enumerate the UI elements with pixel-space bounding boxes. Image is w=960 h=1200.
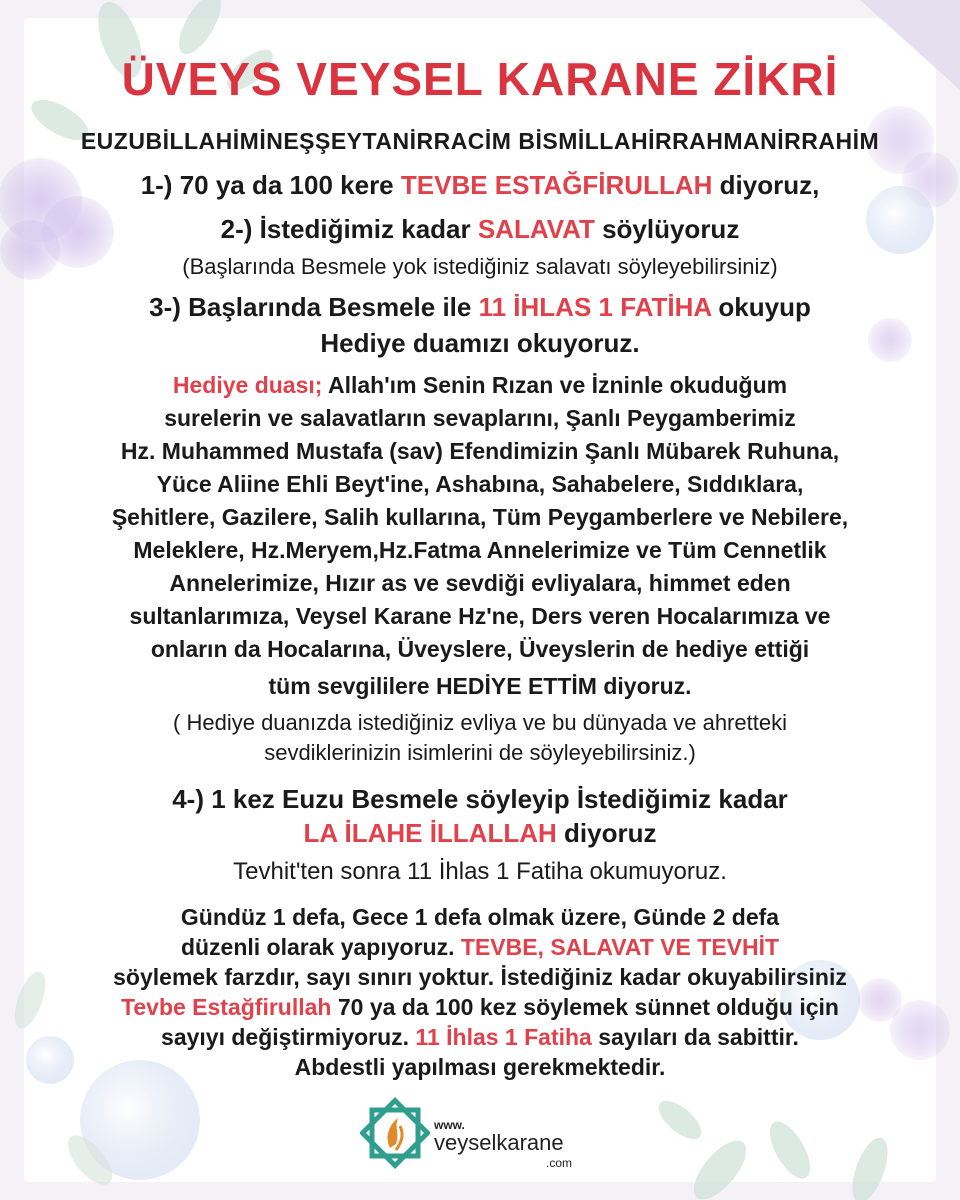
step-3-text-end: okuyup xyxy=(711,292,811,322)
logo-emblem-icon xyxy=(360,1096,430,1176)
closing-highlight: 11 İhlas 1 Fatiha xyxy=(415,1024,592,1050)
closing-highlight: Tevbe Estağfirullah xyxy=(121,994,332,1020)
step-2-text-end: söylüyoruz xyxy=(594,214,740,244)
prayer-text: Allah'ım Senin Rızan ve İzninle okuduğum xyxy=(322,372,788,398)
logo-name: veyselkarane xyxy=(434,1130,564,1155)
step-4: 4-) 1 kez Euzu Besmele söyleyip İstediğimiz kadar xyxy=(172,784,788,814)
logo-prefix: www. xyxy=(434,1118,465,1132)
step-4-note: Tevhit'ten sonra 11 İhlas 1 Fatiha okumuyoruz. xyxy=(233,858,727,885)
step-1-text-end: diyoruz, xyxy=(712,170,820,200)
closing-line-2 xyxy=(0,934,960,961)
prayer-line-5: Şehitlere, Gazilere, Salih kullarına, Tüm Peygamberlere ve Nebilere, xyxy=(111,504,849,530)
step-4-line-2 xyxy=(0,818,960,849)
closing-line-6: Abdestli yapılması gerekmektedir. xyxy=(294,1054,666,1080)
step-4-highlight: LA İLAHE İLLALLAH xyxy=(303,818,557,848)
step-3-highlight: 11 İHLAS 1 FATİHA xyxy=(478,292,712,322)
prayer-label: Hediye duası; xyxy=(172,372,323,398)
step-1 xyxy=(0,170,960,201)
prayer-line-1 xyxy=(0,372,960,399)
step-3-line-2: Hediye duamızı okuyoruz. xyxy=(320,328,640,358)
step-4-text-end: diyoruz xyxy=(556,818,657,848)
site-logo[interactable] xyxy=(360,1094,600,1180)
prayer-line-2: surelerin ve salavatların sevaplarını, Şanlı Peygamberimiz xyxy=(164,405,796,431)
page-title: ÜVEYS VEYSEL KARANE ZİKRİ xyxy=(121,53,839,105)
opening-invocation: EUZUBİLLAHİMİNEŞŞEYTANİRRACİM BİSMİLLAHİRRAHMANİRRAHİM xyxy=(80,128,880,154)
step-1-highlight: TEVBE ESTAĞFİRULLAH xyxy=(400,170,713,200)
closing-line-5 xyxy=(0,1024,960,1051)
step-3-text: 3-) Başlarında Besmele ile xyxy=(149,292,479,322)
prayer-note-1: ( Hediye duanızda istediğiniz evliya ve bu dünyada ve ahretteki xyxy=(173,710,787,735)
prayer-line-4: Yüce Aliine Ehli Beyt'ine, Ashabına, Sahabelere, Sıddıklara, xyxy=(156,471,804,497)
step-3 xyxy=(0,292,960,323)
step-1-text: 1-) 70 ya da 100 kere xyxy=(140,170,401,200)
closing-line-4 xyxy=(0,994,960,1021)
closing-text-end: sayıları da sabittir. xyxy=(591,1024,799,1050)
closing-text: 70 ya da 100 kez söylemek sünnet olduğu için xyxy=(331,994,839,1020)
closing-text: düzenli olarak yapıyoruz. xyxy=(180,934,461,960)
closing-line-1: Gündüz 1 defa, Gece 1 defa olmak üzere, Günde 2 defa xyxy=(180,904,780,930)
closing-text: sayıyı değiştirmiyoruz. xyxy=(161,1024,416,1050)
prayer-line-3: Hz. Muhammed Mustafa (sav) Efendimizin Şanlı Mübarek Ruhuna, xyxy=(120,438,840,464)
step-2-text: 2-) İstediğimiz kadar xyxy=(220,214,478,244)
prayer-line-7: Annelerimize, Hızır as ve sevdiği evliyalara, himmet eden xyxy=(169,570,791,596)
prayer-line-9: onların da Hocalarına, Üveyslere, Üveyslerin de hediye ettiği xyxy=(150,636,810,662)
closing-line-3: söylemek farzdır, sayı sınırı yoktur. İstediğiniz kadar okuyabilirsiniz xyxy=(113,964,847,990)
logo-suffix: .com xyxy=(546,1156,573,1170)
prayer-note-2: sevdiklerinizin isimlerini de söyleyebilirsiniz.) xyxy=(264,740,696,765)
step-2-note: (Başlarında Besmele yok istediğiniz salavatı söyleyebilirsiniz) xyxy=(182,254,778,279)
closing-highlight: TEVBE, SALAVAT VE TEVHİT xyxy=(460,934,780,960)
prayer-line-10: tüm sevgililere HEDİYE ETTİM diyoruz. xyxy=(268,673,692,699)
step-2-highlight: SALAVAT xyxy=(477,214,595,244)
step-2 xyxy=(0,214,960,245)
prayer-line-8: sultanlarımıza, Veysel Karane Hz'ne, Ders veren Hocalarımıza ve xyxy=(129,603,831,629)
prayer-line-6: Meleklere, Hz.Meryem,Hz.Fatma Annelerimize ve Tüm Cennetlik xyxy=(133,537,827,563)
